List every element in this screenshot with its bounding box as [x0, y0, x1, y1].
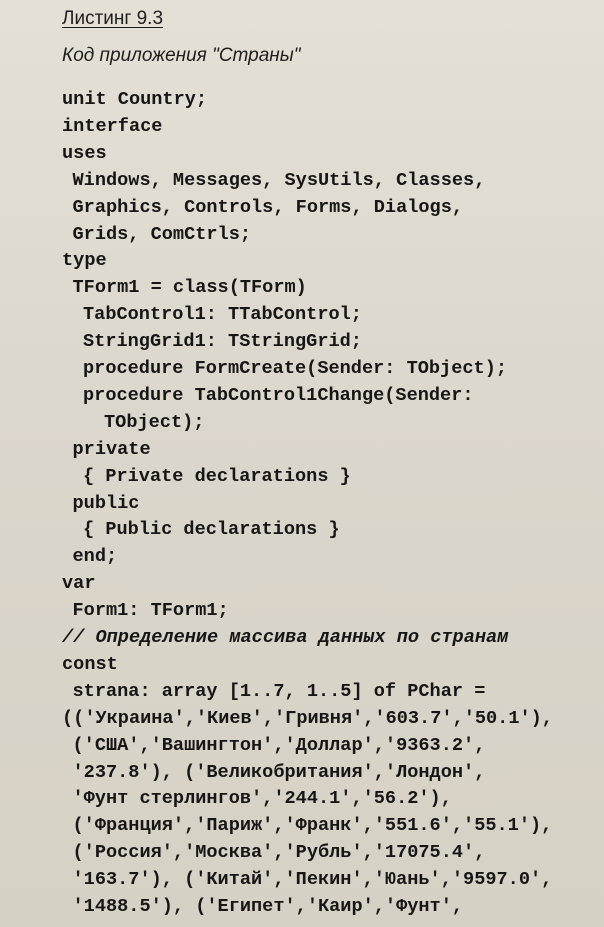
- code-line: ('США','Вашингтон','Доллар','9363.2',: [72, 734, 486, 756]
- code-line: TabControl1: TTabControl;: [83, 304, 362, 326]
- code-line: (('Украина','Киев','Гривня','603.7','50.1'),: [62, 707, 553, 729]
- code-line: type: [62, 250, 107, 272]
- code-line: unit Country;: [62, 89, 208, 110]
- code-line: StringGrid1: TStringGrid;: [83, 331, 362, 353]
- code-line: uses: [62, 142, 107, 164]
- listing-caption: Код приложения "Страны": [62, 45, 301, 66]
- code-line: private: [72, 438, 151, 460]
- code-line: '237.8'), ('Великобритания','Лондон',: [72, 761, 486, 783]
- code-line: '163.7'), ('Китай','Пекин','Юань','9597.0',: [72, 869, 553, 891]
- code-line: Windows, Messages, SysUtils, Classes,: [72, 169, 486, 191]
- code-line: Grids, ComCtrls;: [72, 223, 252, 245]
- code-line: strana: array [1..7, 1..5] of PChar =: [72, 680, 486, 702]
- code-line: procedure FormCreate(Sender: TObject);: [83, 358, 508, 379]
- code-line: ('Франция','Париж','Франк','551.6','55.1'),: [72, 815, 553, 837]
- code-line: { Public declarations }: [83, 519, 340, 541]
- code-line: var: [62, 573, 96, 595]
- code-line: const: [62, 653, 118, 675]
- listing-number: Листинг 9.3: [62, 8, 164, 29]
- code-line: { Private declarations }: [83, 465, 351, 487]
- code-line: 'Фунт стерлингов','244.1','56.2'),: [72, 788, 452, 810]
- code-line: public: [72, 492, 140, 514]
- code-line: Graphics, Controls, Forms, Dialogs,: [72, 196, 464, 218]
- code-line: TObject);: [104, 411, 205, 433]
- code-line: '1488.5'), ('Египет','Каир','Фунт',: [72, 896, 464, 917]
- code-line: interface: [62, 115, 163, 137]
- code-line: end;: [72, 546, 118, 568]
- code-comment-line: // Определение массива данных по странам: [62, 627, 509, 648]
- code-line: procedure TabControl1Change(Sender:: [83, 384, 474, 406]
- code-line: Form1: TForm1;: [72, 600, 229, 622]
- code-line: ('Россия','Москва','Рубль','17075.4',: [72, 842, 486, 864]
- code-line: TForm1 = class(TForm): [72, 277, 307, 299]
